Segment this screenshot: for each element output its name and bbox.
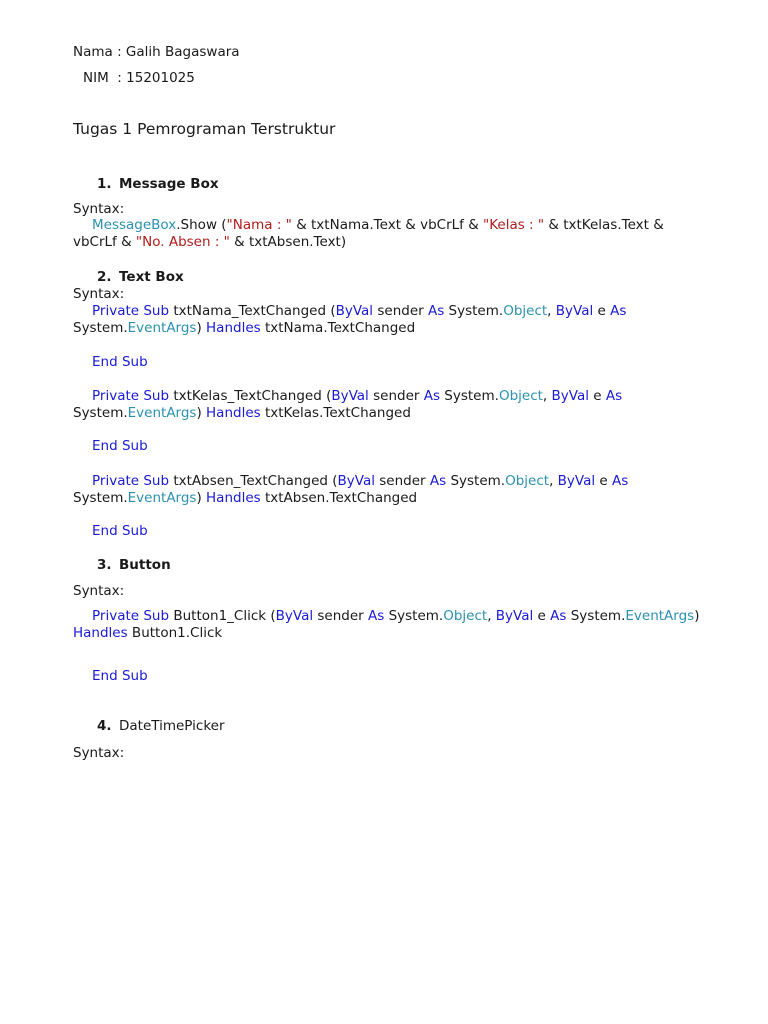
code-token: , [542,388,552,404]
code-token: As [423,388,440,404]
code-token: Object [443,608,488,624]
code-token: End Sub [92,523,148,539]
code-token: ByVal [331,388,369,404]
code-token: As [550,608,567,624]
code-token: System. [73,490,128,506]
code-line [92,522,148,540]
code-token: As [610,303,627,319]
code-token: "No. Absen : " [135,234,230,250]
code-line [92,472,628,490]
section-1-number: 1. [97,176,112,192]
code-token: EventArgs [127,490,197,506]
section-3-heading: Button [119,557,171,573]
code-token: Private Sub [92,473,170,489]
code-line [92,607,699,625]
code-token: ) [694,608,700,624]
code-token: As [368,608,385,624]
code-token: "Kelas : " [483,217,545,233]
code-token: EventArgs [127,320,197,336]
code-token: ) [196,405,207,421]
code-token: , [547,303,556,319]
code-token: As [429,473,447,489]
code-line [92,387,622,405]
code-token: MessageBox [92,217,177,233]
code-token: End Sub [92,354,148,370]
section-1-heading: Message Box [119,176,219,192]
code-token: System. [73,405,128,421]
code-token: As [427,303,445,319]
code-token: Private Sub [92,608,170,624]
section-1-syntax-label: Syntax: [73,201,125,217]
code-token: e [595,473,613,489]
code-token: e [588,388,606,404]
code-token: ByVal [495,608,534,624]
code-token: Object [498,388,543,404]
code-token: .Show ( [176,217,227,233]
code-token: & txtKelas.Text & [544,217,664,233]
code-token: , [487,608,496,624]
section-4-number: 4. [97,718,112,734]
code-token: e [533,608,551,624]
code-token: ByVal [335,303,374,319]
code-token: ByVal [555,303,594,319]
code-token: sender [313,608,369,624]
code-token: & txtNama.Text & vbCrLf & [291,217,484,233]
code-token: txtAbsen_TextChanged ( [169,473,338,489]
code-token: System. [384,608,444,624]
code-token: txtNama.TextChanged [260,320,416,336]
code-line [73,319,415,337]
section-3-syntax-label: Syntax: [73,583,125,599]
code-token: ByVal [551,388,589,404]
section-4-heading: DateTimePicker [119,718,225,734]
code-token: As [605,388,623,404]
code-token: Handles [206,490,261,506]
page-title: Tugas 1 Pemrograman Terstruktur [73,120,336,138]
section-2-heading: Text Box [119,269,184,285]
code-token: vbCrLf & [73,234,136,250]
code-token: sender [368,388,424,404]
code-token: Object [503,303,548,319]
code-token: txtKelas.TextChanged [260,405,411,421]
code-line [92,667,148,685]
code-line [92,437,148,455]
code-token: e [593,303,611,319]
code-token: ByVal [337,473,375,489]
code-line [92,353,148,371]
code-token: System. [446,473,506,489]
code-token: Handles [206,320,261,336]
code-token: System. [440,388,499,404]
section-4-syntax-label: Syntax: [73,745,125,761]
code-token: System. [566,608,626,624]
code-token: ) [196,320,207,336]
code-token: Button1.Click [127,625,223,641]
code-token: EventArgs [625,608,695,624]
header-nim: NIM : 15201025 [83,70,195,86]
header-nama: Nama : Galih Bagaswara [73,44,240,60]
code-token: txtAbsen.TextChanged [260,490,418,506]
code-token: Private Sub [92,303,170,319]
section-2-syntax-label: Syntax: [73,286,125,302]
section-3-number: 3. [97,557,112,573]
code-token: End Sub [92,668,148,684]
code-line [92,302,626,320]
code-line [73,624,222,642]
code-line [73,404,411,422]
code-line [92,216,664,234]
code-token: sender [374,473,430,489]
code-token: System. [73,320,128,336]
code-token: Handles [206,405,261,421]
code-token: sender [373,303,428,319]
code-token: End Sub [92,438,148,454]
section-2-number: 2. [97,269,112,285]
code-token: , [549,473,558,489]
code-token: Handles [73,625,128,641]
code-token: Button1_Click ( [169,608,276,624]
code-token: txtKelas_TextChanged ( [169,388,332,404]
code-line [73,233,346,251]
code-token: "Nama : " [226,217,292,233]
code-line [73,489,417,507]
code-token: & txtAbsen.Text) [229,234,347,250]
code-token: txtNama_TextChanged ( [169,303,336,319]
code-token: ByVal [557,473,596,489]
code-token: ByVal [275,608,314,624]
code-token: ) [196,490,207,506]
code-token: Private Sub [92,388,170,404]
code-token: As [612,473,629,489]
code-token: Object [505,473,550,489]
code-token: EventArgs [127,405,197,421]
code-token: System. [444,303,504,319]
